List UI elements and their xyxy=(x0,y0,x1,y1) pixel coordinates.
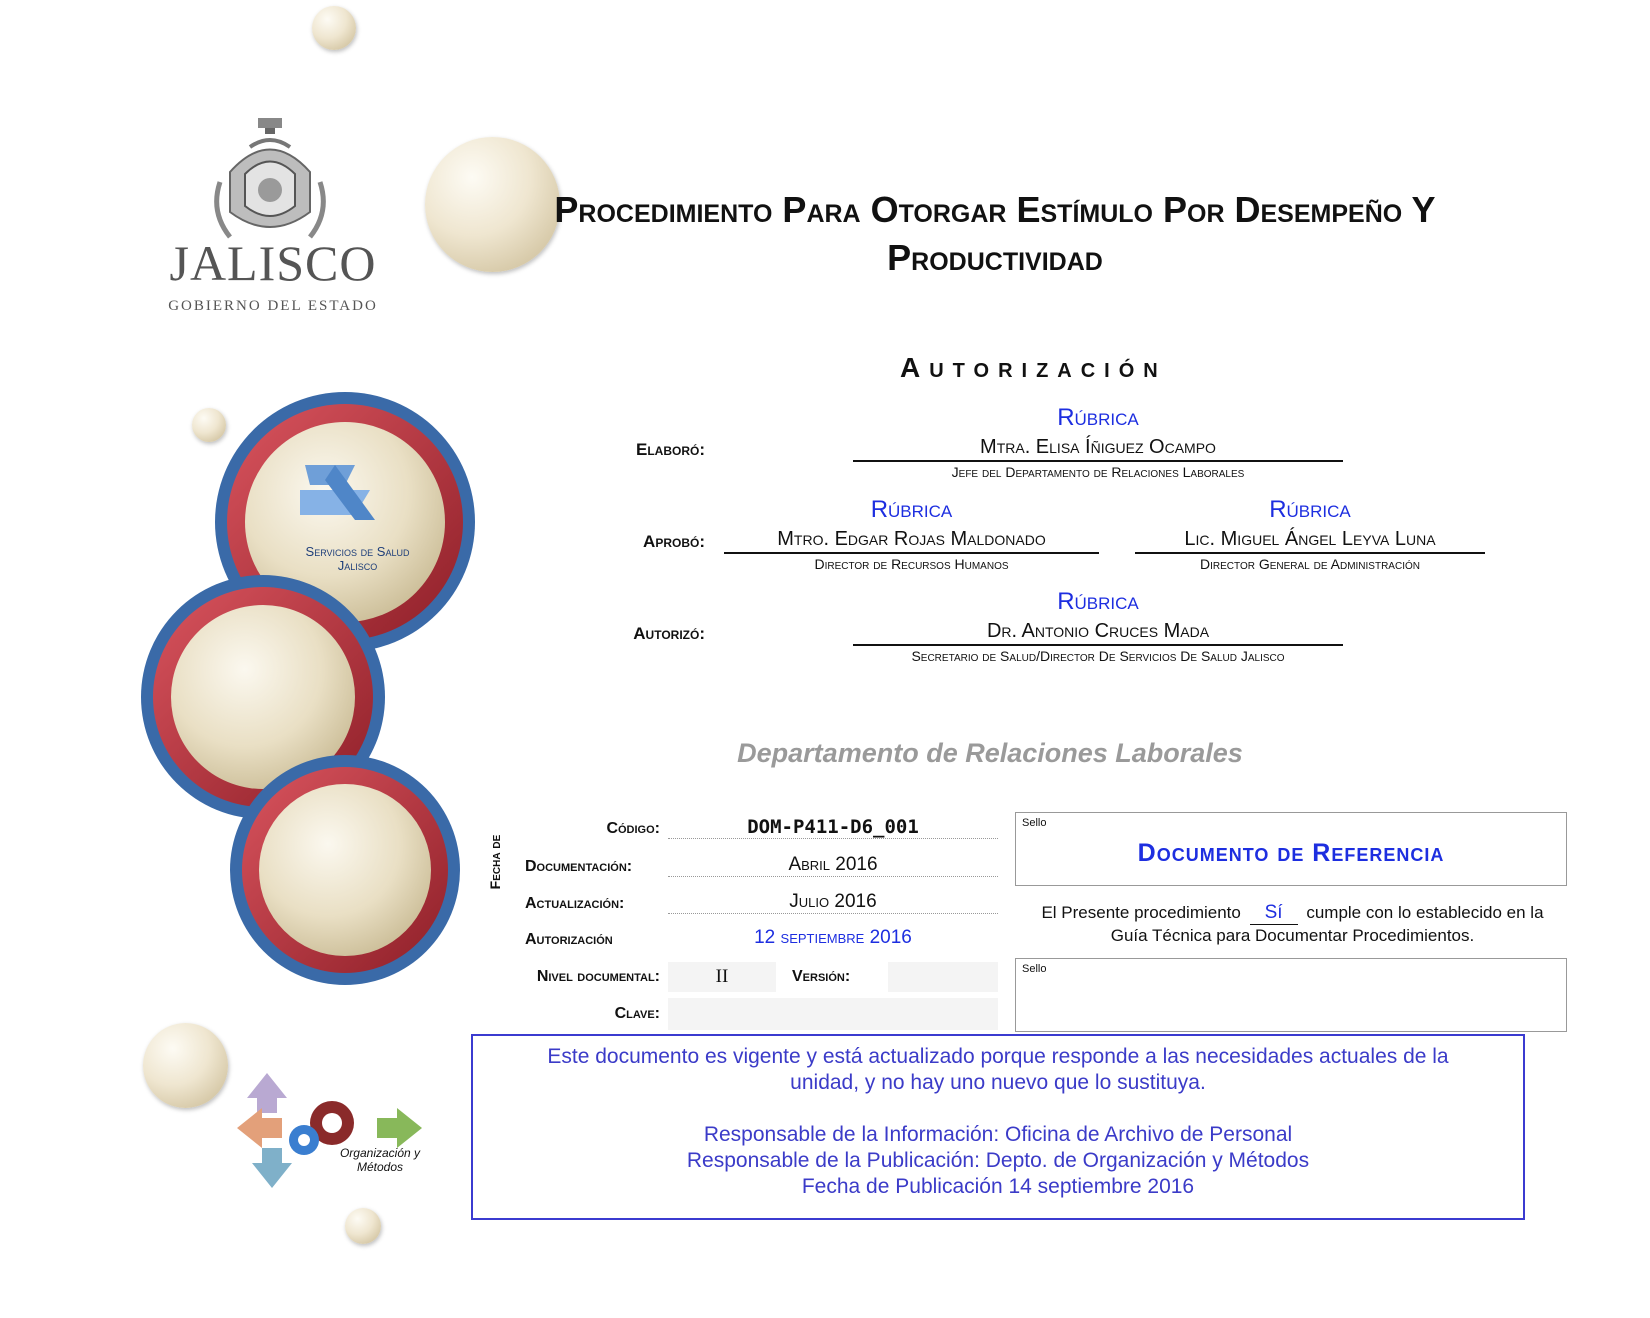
om-logo-text-1: Organización y xyxy=(339,1146,421,1160)
aprobo-name-1: Mtro. Edgar Rojas Maldonado xyxy=(724,528,1099,554)
fecha-de-text: Fecha de xyxy=(487,834,503,890)
page-title xyxy=(420,186,1570,282)
aprobo-role-1: Director de Recursos Humanos xyxy=(814,556,1009,572)
clave-label: Clave: xyxy=(614,1005,660,1022)
nivel-documental-value xyxy=(668,962,776,992)
notice-line-1: Este documento es vigente y está actualizado porque responde a las necesidades actuales de la xyxy=(547,1045,1449,1068)
cumple-line-1 xyxy=(1015,902,1570,925)
aprobo-name-2: Lic. Miguel Ángel Leyva Luna xyxy=(1135,528,1485,554)
notice-line-4: Responsable de la Publicación: Depto. de Organización y Métodos xyxy=(686,1149,1310,1172)
actualizacion-label: Actualización: xyxy=(525,895,625,912)
om-logo-text xyxy=(320,1146,440,1174)
logo-subtitle: GOBIERNO DEL ESTADO xyxy=(168,298,378,314)
title-line-2: Productividad xyxy=(887,237,1103,278)
elaboro-name: Mtra. Elisa Íñiguez Ocampo xyxy=(853,436,1343,462)
aprobo-rubrica-2: Rúbrica xyxy=(1269,496,1351,523)
elaboro-label: Elaboró: xyxy=(636,440,705,459)
cumple-post: cumple con lo establecido en la xyxy=(1306,903,1544,922)
codigo-label: Código: xyxy=(606,820,660,837)
version-value xyxy=(888,962,998,992)
elaboro-rubrica: Rúbrica xyxy=(1057,404,1139,431)
aprobo-role-2: Director General de Administración xyxy=(1200,556,1420,572)
om-logo-text-2: Métodos xyxy=(356,1160,404,1174)
documentacion-label: Documentación: xyxy=(525,858,633,875)
cumple-line-2: Guía Técnica para Documentar Procedimientos. xyxy=(1110,926,1475,945)
authorization-heading: Autorización xyxy=(900,352,1167,383)
title-line-1: Procedimiento Para Otorgar Estímulo Por Desempeño Y xyxy=(554,189,1436,230)
codigo-value: DOM-P411-D6_001 xyxy=(668,816,998,839)
notice-line-5: Fecha de Publicación 14 septiembre 2016 xyxy=(801,1175,1195,1198)
decorative-orb xyxy=(345,1208,381,1244)
nivel-documental-text: II xyxy=(715,966,729,987)
actualizacion-value: Julio 2016 xyxy=(668,891,998,914)
sello-label: Sello xyxy=(1022,817,1047,829)
decorative-orb xyxy=(312,6,356,50)
process-arcs-graphic xyxy=(140,385,500,985)
clave-value xyxy=(668,998,998,1030)
cumple-statement xyxy=(1015,902,1570,947)
ssj-logo-text-1: Servicios de Salud xyxy=(305,544,410,559)
cumple-value: Sí xyxy=(1250,902,1298,925)
autorizo-label: Autorizó: xyxy=(633,624,705,643)
documento-de-referencia-stamp: Documento de Referencia xyxy=(1137,839,1445,867)
cumple-pre: El Presente procedimiento xyxy=(1041,903,1241,922)
autorizo-rubrica: Rúbrica xyxy=(1057,588,1139,615)
sello-label-2: Sello xyxy=(1022,963,1047,975)
sello-box-empty xyxy=(1015,958,1567,1032)
jalisco-logo xyxy=(150,112,390,322)
nivel-documental-label: Nivel documental: xyxy=(536,968,660,985)
sello-box-reference xyxy=(1015,812,1567,886)
autorizo-role: Secretario de Salud/Director De Servicios De Salud Jalisco xyxy=(911,648,1285,664)
notice-line-2: unidad, y no hay uno nuevo que lo sustituya. xyxy=(790,1071,1206,1094)
autorizacion-value: 12 septiembre 2016 xyxy=(754,927,912,948)
version-label: Versión: xyxy=(792,968,851,985)
validity-notice xyxy=(471,1034,1525,1220)
autorizacion-label: Autorización xyxy=(525,931,613,948)
elaboro-role: Jefe del Departamento de Relaciones Laborales xyxy=(951,464,1245,480)
logo-name: JALISCO xyxy=(169,235,377,291)
autorizo-name: Dr. Antonio Cruces Mada xyxy=(853,620,1343,646)
ssj-logo-text xyxy=(290,545,425,573)
aprobo-label: Aprobó: xyxy=(643,532,705,551)
ssj-logo-text-2: Jalisco xyxy=(337,558,378,573)
decorative-orb xyxy=(143,1023,228,1108)
department-name: Departamento de Relaciones Laborales xyxy=(737,738,1243,768)
documentacion-value: Abril 2016 xyxy=(668,854,998,877)
notice-line-3: Responsable de la Información: Oficina de Archivo de Personal xyxy=(703,1123,1293,1146)
coat-of-arms-icon xyxy=(150,112,390,242)
aprobo-rubrica-1: Rúbrica xyxy=(870,496,953,523)
